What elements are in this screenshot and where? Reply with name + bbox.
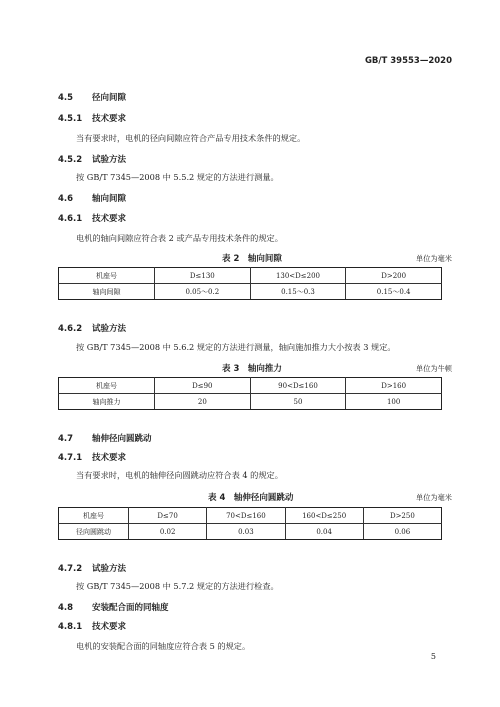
section-heading (58, 192, 126, 204)
paragraph: 电机的安装配合面的同轴度应符合表 5 的规定。 (76, 641, 251, 651)
table-header-row (59, 508, 442, 524)
table-cell: 0.03 (207, 524, 285, 540)
section-heading (58, 153, 126, 165)
section-number: 4.6 (58, 194, 74, 204)
table-cell: D>200 (346, 268, 442, 284)
table-cell: 机座号 (59, 268, 155, 284)
standard-number-header: GB/T 39553—2020 (364, 56, 452, 66)
section-title: 安装配合面的同轴度 (92, 603, 169, 613)
table-unit: 单位为牛顿 (416, 364, 452, 373)
table-cell: 0.15～0.4 (346, 284, 442, 300)
table-shaft-runout (58, 507, 442, 540)
section-title: 试验方法 (92, 155, 127, 165)
table-cell: 90<D≤160 (250, 378, 346, 394)
table-cell: 0.15～0.3 (250, 284, 346, 300)
section-title: 技术要求 (92, 453, 127, 463)
table-axial-thrust (58, 377, 442, 410)
section-title: 试验方法 (92, 324, 127, 334)
table-cell: 100 (346, 394, 442, 410)
table-header-row (59, 268, 442, 284)
table-cell: 机座号 (59, 508, 129, 524)
table-row (59, 284, 442, 300)
table-cell: D≤90 (155, 378, 251, 394)
table-cell: 0.06 (363, 524, 441, 540)
table-cell: D≤130 (155, 268, 251, 284)
page-number: 5 (430, 652, 436, 661)
table-cell: D≤70 (129, 508, 207, 524)
section-title: 轴向间隙 (92, 194, 127, 204)
table-unit: 单位为毫米 (416, 493, 452, 502)
paragraph: 按 GB/T 7345—2008 中 5.6.2 规定的方法进行测量，轴向施加推力大小按表 3 规定。 (76, 342, 396, 352)
table-cell: D>250 (363, 508, 441, 524)
section-heading (58, 451, 126, 463)
section-title: 技术要求 (92, 114, 127, 124)
paragraph: 按 GB/T 7345—2008 中 5.7.2 规定的方法进行检查。 (76, 581, 279, 591)
section-heading (58, 601, 169, 613)
table-cell: 50 (250, 394, 346, 410)
table-cell: 70<D≤160 (207, 508, 285, 524)
table-cell: 20 (155, 394, 251, 410)
paragraph: 当有要求时，电机的轴伸径向圆跳动应符合表 4 的规定。 (76, 470, 283, 480)
paragraph: 电机的轴向间隙应符合表 2 或产品专用技术条件的规定。 (76, 233, 283, 243)
table-cell: 径向圆跳动 (59, 524, 129, 540)
table-cell: 0.02 (129, 524, 207, 540)
section-number: 4.7 (58, 434, 74, 444)
section-heading (58, 562, 126, 574)
section-number: 4.7.2 (58, 564, 83, 574)
table-unit: 单位为毫米 (416, 254, 452, 263)
section-heading (58, 91, 126, 103)
section-title: 技术要求 (92, 622, 127, 632)
table-cell: 160<D≤250 (285, 508, 363, 524)
paragraph: 按 GB/T 7345—2008 中 5.5.2 规定的方法进行测量。 (76, 172, 279, 182)
table-caption: 表 4 轴伸径向圆跳动 (208, 493, 294, 503)
section-title: 技术要求 (92, 214, 127, 224)
section-number: 4.5 (58, 93, 74, 103)
table-cell: 130<D≤200 (250, 268, 346, 284)
table-cell: 轴向间隙 (59, 284, 155, 300)
table-row (59, 524, 442, 540)
table-header-row (59, 378, 442, 394)
table-cell: 0.05～0.2 (155, 284, 251, 300)
section-number: 4.6.2 (58, 324, 83, 334)
section-number: 4.6.1 (58, 214, 83, 224)
section-number: 4.8 (58, 603, 74, 613)
section-heading (58, 620, 126, 632)
table-caption: 表 3 轴向推力 (222, 364, 282, 374)
section-title: 轴伸径向圆跳动 (92, 434, 152, 444)
section-heading (58, 112, 126, 124)
paragraph: 当有要求时，电机的径向间隙应符合产品专用技术条件的规定。 (76, 133, 306, 143)
section-number: 4.5.2 (58, 155, 83, 165)
section-title: 试验方法 (92, 564, 127, 574)
table-cell: 机座号 (59, 378, 155, 394)
section-number: 4.7.1 (58, 453, 83, 463)
section-title: 径向间隙 (92, 93, 127, 103)
section-number: 4.8.1 (58, 622, 83, 632)
table-cell: 0.04 (285, 524, 363, 540)
table-cell: 轴向推力 (59, 394, 155, 410)
table-axial-clearance (58, 267, 442, 300)
section-heading (58, 322, 126, 334)
section-heading (58, 432, 152, 444)
table-row (59, 394, 442, 410)
table-caption: 表 2 轴向间隙 (222, 254, 282, 264)
table-cell: D>160 (346, 378, 442, 394)
section-number: 4.5.1 (58, 114, 83, 124)
section-heading (58, 212, 126, 224)
